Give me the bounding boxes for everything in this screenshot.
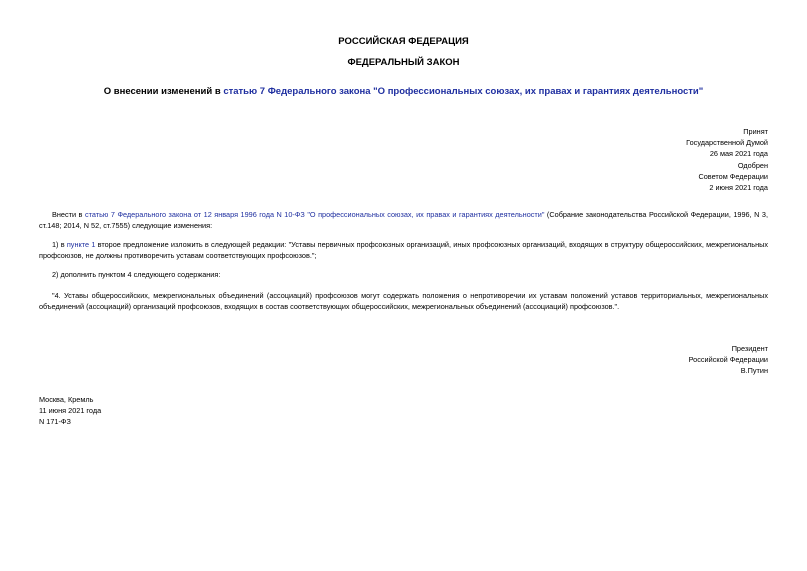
adopted-by: Государственной Думой bbox=[686, 138, 768, 148]
signature-title: Президент bbox=[731, 344, 768, 353]
p2-suffix: второе предложение изложить в следующей редакции: "Уставы первичных профсоюзных организаций, иных профсоюзных организаций, входящих в структуру общероссийских, межрегиональных профсоюзов, не должны противоречить уставам соответствующих профсоюзов."; bbox=[39, 240, 769, 261]
law-type-heading: ФЕДЕРАЛЬНЫЙ ЗАКОН bbox=[347, 57, 460, 68]
paragraph-intro bbox=[39, 209, 768, 231]
adoption-block bbox=[686, 126, 768, 193]
law-title bbox=[0, 86, 807, 97]
p1-prefix: Внести в bbox=[52, 210, 85, 219]
adopted-date: 26 мая 2021 года bbox=[709, 149, 768, 159]
paragraph-quote: "4. Уставы общероссийских, межрегиональных объединений (ассоциаций) профсоюзов могут содержать положения о непротиворечии их уставам положений уставов территориальных, межрегиональных объединений (ассоциаций) организаций профсоюзов, входящих в состав соответствующих общероссийских, межрегиональных объединений (ассоциаций) профсоюзов.". bbox=[39, 291, 768, 312]
law-title-prefix: О внесении изменений в bbox=[103, 86, 224, 97]
place-date: 11 июня 2021 года bbox=[39, 406, 102, 416]
law-title-link[interactable]: статью 7 Федерального закона "О профессиональных союзах, их правах и гарантиях деятельности" bbox=[223, 86, 704, 97]
place-city: Москва, Кремль bbox=[39, 395, 94, 404]
signature-name: В.Путин bbox=[740, 366, 768, 376]
point-1-link[interactable]: пункте 1 bbox=[66, 240, 96, 249]
approved-label: Одобрен bbox=[737, 160, 768, 170]
approved-date: 2 июня 2021 года bbox=[709, 183, 768, 193]
country-heading: РОССИЙСКАЯ ФЕДЕРАЦИЯ bbox=[338, 36, 469, 47]
paragraph-item-1 bbox=[39, 239, 768, 261]
approved-by: Советом Федерации bbox=[698, 171, 768, 181]
signature-block bbox=[689, 343, 768, 377]
place-date-block bbox=[39, 394, 101, 428]
p1-suffix: (Собрание законодательства Российской Федерации, 1996, N 3, ст.148; 2014, N 52, ст.7555) следующие изменения: bbox=[39, 210, 769, 231]
law-number: N 171-ФЗ bbox=[39, 417, 71, 427]
article-7-link[interactable]: статью 7 Федерального закона от 12 января 1996 года N 10-ФЗ "О профессиональных союзах, их правах и гарантиях деятельности" bbox=[84, 210, 545, 219]
p2-prefix: 1) в bbox=[52, 240, 67, 249]
adopted-label: Принят bbox=[743, 127, 768, 136]
signature-country: Российской Федерации bbox=[688, 355, 768, 365]
paragraph-item-2: 2) дополнить пунктом 4 следующего содержания: bbox=[52, 270, 221, 279]
